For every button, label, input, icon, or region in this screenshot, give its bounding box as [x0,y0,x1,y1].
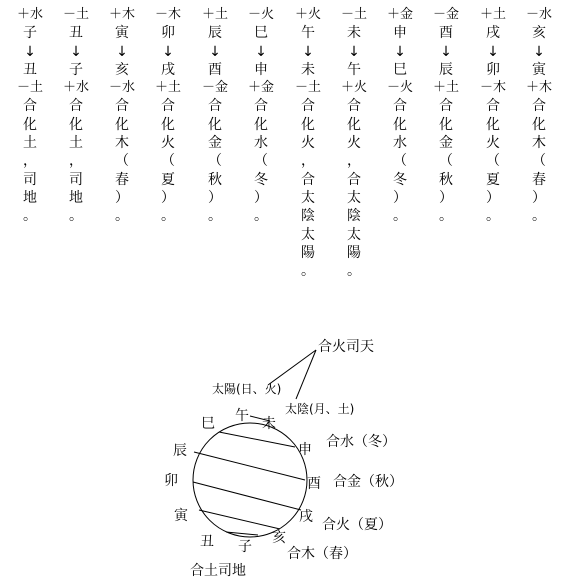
taiyang-label: 太陽(日、火) [212,382,282,396]
column-glyph: 火 [347,135,361,152]
column-glyph: 化 [115,116,129,133]
column-glyph: 太 [347,226,361,243]
column-glyph: （ [115,153,129,170]
column-glyph: 。 [208,208,222,225]
column-glyph: 合 [532,98,546,115]
column-glyph: 酉 [439,25,453,42]
column-glyph: 丑 [69,25,83,42]
column-glyph: 合 [301,171,315,188]
column-glyph: （ [208,153,222,170]
column-glyph: 化 [161,116,175,133]
column-glyph: 。 [347,263,361,280]
column-glyph: 土 [69,135,83,152]
annotation-column [145,6,191,226]
column-glyph: 陽 [347,244,361,261]
column-glyph: 化 [301,116,315,133]
column-glyph: ＋木 [108,7,135,22]
column-glyph: 冬 [393,171,407,188]
column-glyph: （ [486,153,500,170]
column-glyph: 。 [254,208,268,225]
column-glyph: 秋 [439,171,453,188]
column-glyph: 。 [439,208,453,225]
column-glyph: 合 [208,98,222,115]
branch-zi: 子 [238,539,252,555]
branch-xu: 戌 [299,509,313,525]
column-glyph: －土 [294,80,321,96]
column-glyph: 合 [23,98,37,115]
column-glyph: 司 [23,171,37,188]
column-glyph: 合 [301,98,315,115]
column-glyph: ） [161,189,175,206]
column-glyph: 戌 [486,25,500,42]
column-glyph: 化 [254,116,268,133]
column-glyph: 合 [115,98,129,115]
column-glyph: 合 [347,171,361,188]
column-glyph: ＋土 [479,7,506,22]
column-glyph: 丑 [23,61,37,78]
column-glyph: 太 [347,189,361,206]
column-glyph: 寅 [115,25,129,42]
branch-hai: 亥 [272,530,286,546]
column-glyph: 陽 [301,244,315,261]
column-glyph: 。 [115,208,129,225]
column-glyph: 陰 [347,208,361,225]
column-glyph: ＋金 [247,80,274,96]
branch-chou: 丑 [200,534,214,550]
column-glyph: 合 [254,98,268,115]
column-glyph: ） [486,189,500,206]
column-glyph: 陰 [301,208,315,225]
column-glyph: －木 [479,80,506,96]
column-glyph: 午 [347,61,361,78]
column-glyph: 。 [301,263,315,280]
column-glyph: 火 [161,135,175,152]
column-glyph: 巳 [393,61,407,78]
column-glyph: 化 [393,116,407,133]
column-glyph: ＋金 [386,7,413,22]
column-glyph: 金 [208,135,222,152]
column-glyph: 。 [486,208,500,225]
column-glyph: ） [532,189,546,206]
column-glyph: 合 [161,98,175,115]
label-combine-metal: 合金（秋） [333,474,403,490]
column-glyph: ↓ [209,43,221,60]
branch-you: 酉 [307,476,321,492]
column-glyph: 水 [254,135,268,152]
column-glyph: 冬 [254,171,268,188]
column-glyph: ） [254,189,268,206]
column-glyph: （ [532,153,546,170]
column-glyph: （ [161,153,175,170]
column-glyph: ↓ [116,43,128,60]
taiyin-label: 太陰(月、土) [285,402,355,416]
column-glyph: －金 [201,80,228,96]
label-combine-wood: 合木（春） [287,546,357,562]
column-glyph: ＋土 [432,80,459,96]
column-glyph: ＋木 [525,80,552,96]
column-glyph: 木 [115,135,129,152]
column-glyph: 未 [347,25,361,42]
column-glyph: 夏 [486,171,500,188]
column-glyph: 合 [486,98,500,115]
column-glyph: 地 [23,189,37,206]
column-glyph: 亥 [115,61,129,78]
bottom-label: 合土司地 [190,563,246,579]
annotation-column [423,6,469,226]
annotation-column [192,6,238,226]
column-glyph: ↓ [533,43,545,60]
column-glyph: 子 [69,61,83,78]
column-glyph: 亥 [532,25,546,42]
column-glyph: 火 [301,135,315,152]
column-glyph: ＋水 [62,80,89,96]
branch-shen: 申 [298,442,312,458]
column-glyph: 酉 [208,61,222,78]
column-glyph: ， [23,153,37,170]
column-glyph: 合 [69,98,83,115]
column-glyph: 化 [486,116,500,133]
annotation-column [7,6,53,226]
column-glyph: 化 [532,116,546,133]
column-glyph: 春 [532,171,546,188]
column-glyph: ， [347,153,361,170]
column-glyph: ） [115,189,129,206]
column-glyph: 地 [69,189,83,206]
column-glyph: －火 [386,80,413,96]
column-glyph: 化 [347,116,361,133]
column-glyph: 午 [301,25,315,42]
annotation-column [99,6,145,226]
branch-mao: 卯 [164,473,178,489]
column-glyph: 水 [393,135,407,152]
column-glyph: 。 [532,208,546,225]
column-glyph: 化 [69,116,83,133]
column-glyph: 卯 [161,25,175,42]
column-glyph: ↓ [162,43,174,60]
column-glyph: 卯 [486,61,500,78]
column-glyph: 春 [115,171,129,188]
annotation-column [377,6,423,226]
column-glyph: 。 [393,208,407,225]
column-glyph: ↓ [394,43,406,60]
column-glyph: 太 [301,189,315,206]
column-glyph: （ [393,153,407,170]
column-glyph: 合 [393,98,407,115]
column-glyph: ＋水 [16,7,43,22]
column-glyph: （ [439,153,453,170]
column-glyph: 化 [439,116,453,133]
label-combine-fire: 合火（夏） [322,517,392,533]
column-glyph: ＋土 [154,80,181,96]
column-glyph: 戌 [161,61,175,78]
column-glyph: ↓ [348,43,360,60]
column-glyph: 太 [301,226,315,243]
column-glyph: ， [301,153,315,170]
branch-wu: 午 [235,408,249,424]
branch-circle [193,423,307,537]
column-glyph: 。 [23,208,37,225]
column-glyph: 火 [486,135,500,152]
pair-line-yin-hai [199,510,280,529]
column-glyph: 夏 [161,171,175,188]
column-glyph: ） [393,189,407,206]
column-glyph: ） [208,189,222,206]
column-glyph: －水 [525,7,552,22]
column-glyph: ↓ [255,43,267,60]
column-glyph: 子 [23,25,37,42]
annotation-column [238,6,284,226]
column-glyph: ） [439,189,453,206]
column-glyph: 司 [69,171,83,188]
annotation-column [285,6,331,280]
column-glyph: ， [69,153,83,170]
column-glyph: ＋土 [201,7,228,22]
branch-si: 巳 [201,416,215,432]
column-glyph: ↓ [70,43,82,60]
column-glyph: ↓ [440,43,452,60]
branch-wei: 未 [262,416,276,432]
column-glyph: 申 [393,25,407,42]
column-glyph: 合 [439,98,453,115]
annotation-column [470,6,516,226]
column-glyph: －火 [247,7,274,22]
column-glyph: 寅 [532,61,546,78]
column-glyph: ↓ [302,43,314,60]
column-glyph: 合 [347,98,361,115]
column-glyph: 辰 [208,25,222,42]
column-glyph: 申 [254,61,268,78]
column-glyph: －土 [62,7,89,22]
annotation-column [516,6,562,226]
column-glyph: ＋火 [340,80,367,96]
column-glyph: 化 [208,116,222,133]
column-glyph: －土 [340,7,367,22]
column-glyph: 。 [69,208,83,225]
branch-yin: 寅 [174,508,188,524]
annotation-column [331,6,377,280]
column-glyph: 秋 [208,171,222,188]
column-glyph: －水 [108,80,135,96]
pair-line-mao-xu [193,482,301,510]
annotation-column [53,6,99,226]
column-glyph: （ [254,153,268,170]
top-label: 合火司天 [318,339,374,355]
column-glyph: ↓ [24,43,36,60]
column-glyph: －金 [432,7,459,22]
column-glyph: 金 [439,135,453,152]
column-glyph: 巳 [254,25,268,42]
column-glyph: 。 [161,208,175,225]
branch-chen: 辰 [173,443,187,459]
column-glyph: －土 [16,80,43,96]
column-glyph: 辰 [439,61,453,78]
pair-line-chen-you [194,452,305,480]
column-glyph: 土 [23,135,37,152]
branch-circle-diagram [0,320,567,587]
column-glyph: 未 [301,61,315,78]
column-glyph: －木 [154,7,181,22]
column-glyph: ↓ [487,43,499,60]
column-glyph: ＋火 [294,7,321,22]
column-glyph: 木 [532,135,546,152]
label-combine-water: 合水（冬） [326,434,396,450]
column-glyph: 化 [23,116,37,133]
